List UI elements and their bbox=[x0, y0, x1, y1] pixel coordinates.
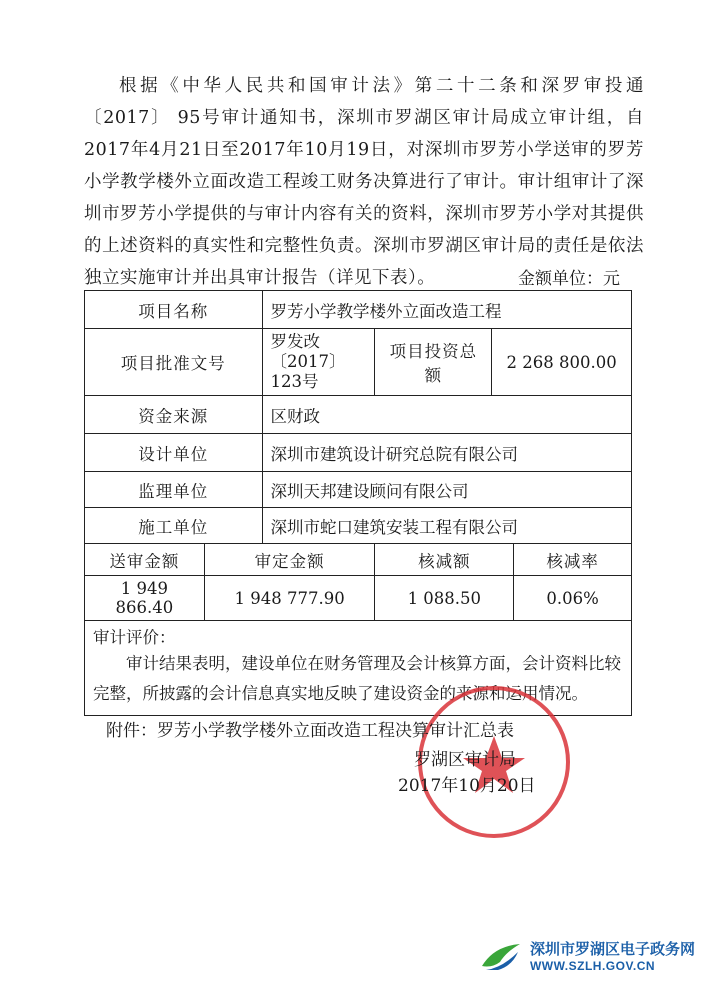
rate-header: 核减率 bbox=[514, 544, 632, 576]
evaluation-text: 审计结果表明，建设单位在财务管理及会计核算方面，会计资料比较完整，所披露的会计信息真实地反映了建设资金的来源和运用情况。 bbox=[93, 654, 621, 703]
site-footer bbox=[478, 938, 695, 973]
funding-label: 资金来源 bbox=[85, 396, 263, 434]
supervision-label: 监理单位 bbox=[85, 472, 263, 508]
site-url: WWW.SZLH.GOV.CN bbox=[529, 959, 656, 973]
reduction-header: 核减额 bbox=[375, 544, 514, 576]
issue-date: 2017年10月20日 bbox=[398, 776, 536, 796]
construction-value: 深圳市蛇口建筑安装工程有限公司 bbox=[262, 508, 631, 544]
design-value: 深圳市建筑设计研究总院有限公司 bbox=[262, 434, 631, 472]
project-name-value: 罗芳小学教学楼外立面改造工程 bbox=[262, 291, 631, 329]
evaluation-label: 审计评价： bbox=[93, 628, 176, 647]
attachment-line: 附件：罗芳小学教学楼外立面改造工程决算审计汇总表 bbox=[106, 721, 514, 741]
rate-value: 0.06% bbox=[514, 576, 632, 621]
audit-table bbox=[84, 290, 632, 716]
amount-unit: 金额单位：元 bbox=[518, 269, 620, 289]
design-label: 设计单位 bbox=[85, 434, 263, 472]
site-name: 深圳市罗湖区电子政务网 bbox=[529, 941, 695, 958]
approval-value: 罗发改〔2017〕123号 bbox=[262, 329, 375, 396]
approval-label: 项目批准文号 bbox=[85, 329, 263, 396]
reduction-value: 1 088.50 bbox=[375, 576, 514, 621]
submitted-value: 1 949 866.40 bbox=[85, 576, 205, 621]
submitted-header: 送审金额 bbox=[85, 544, 205, 576]
investment-value: 2 268 800.00 bbox=[492, 329, 632, 396]
supervision-value: 深圳天邦建设顾问有限公司 bbox=[262, 472, 631, 508]
site-logo-icon bbox=[478, 940, 524, 972]
construction-label: 施工单位 bbox=[85, 508, 263, 544]
funding-value: 区财政 bbox=[262, 396, 631, 434]
intro-paragraph: 根据《中华人民共和国审计法》第二十二条和深罗审投通〔2017〕 95号审计通知书，深圳市罗湖区审计局成立审计组，自2017年4月21日至2017年10月19日，对深圳市罗芳小学送审的罗芳小学教学楼外立面改造工程竣工财务决算进行了审计。审计组审计了深圳市罗芳小学提供的与审计内容有关的资料，深圳市罗芳小学对其提供的上述资料的真实性和完整性负责。深圳市罗湖区审计局的责任是依法独立实施审计并出具审计报告（详见下表）。 bbox=[84, 76, 644, 288]
issuing-office: 罗湖区审计局 bbox=[414, 750, 516, 770]
approved-value: 1 948 777.90 bbox=[204, 576, 375, 621]
investment-label: 项目投资总额 bbox=[375, 329, 492, 396]
project-name-label: 项目名称 bbox=[85, 291, 263, 329]
approved-header: 审定金额 bbox=[204, 544, 375, 576]
